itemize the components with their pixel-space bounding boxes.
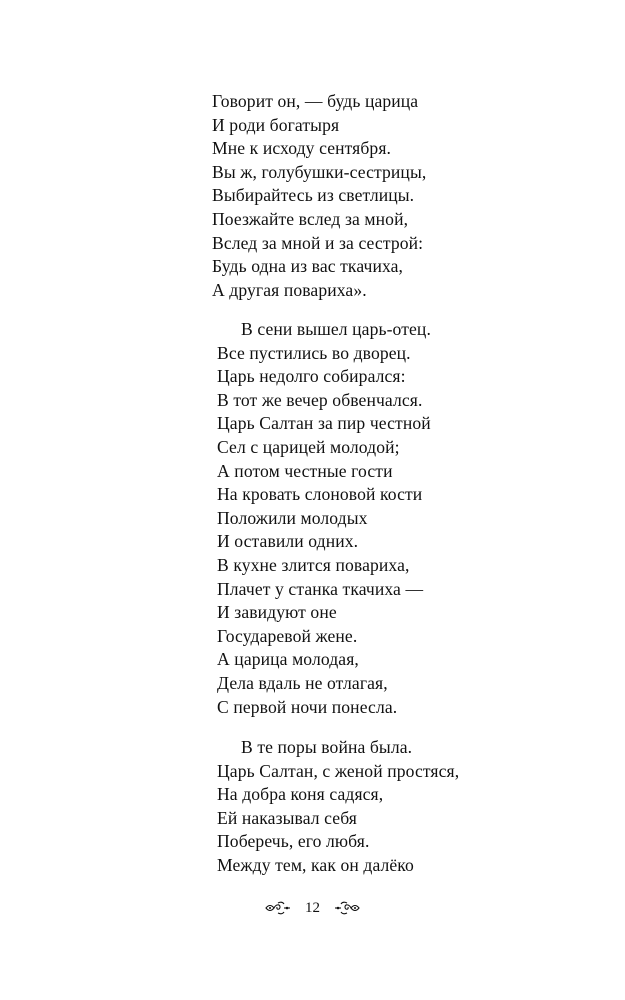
verse-line: На добра коня садяся, — [217, 784, 384, 805]
verse-line: И роди богатыря — [212, 114, 340, 135]
verse-line: Выбирайтесь из светлицы. — [212, 185, 415, 206]
verse-line: В сени вышел царь-отец. — [241, 319, 431, 339]
floral-ornament-icon — [334, 900, 360, 916]
verse-line: В тот же вечер обвенчался. — [217, 389, 423, 410]
verse-line: Поезжайте вслед за мной, — [212, 208, 409, 229]
verse-line: Дела вдаль не отлагая, — [217, 672, 388, 693]
floral-ornament-icon — [265, 900, 291, 916]
stanza-2 — [0, 318, 625, 719]
verse-line: Плачет у станка ткачиха — — [217, 578, 424, 599]
verse-line: Между тем, как он далёко — [217, 854, 414, 875]
stanza-1 — [0, 90, 625, 302]
page-number: 12 — [305, 899, 320, 916]
verse-line: Царь недолго собирался: — [217, 366, 406, 387]
verse-line: А потом честные гости — [217, 460, 393, 481]
verse-line: В те поры война была. — [241, 737, 413, 757]
verse-line: Поберечь, его любя. — [217, 831, 370, 852]
verse-line: Мне к исходу сентября. — [212, 138, 392, 159]
stanza-3 — [0, 736, 625, 878]
verse-line: Государевой жене. — [217, 625, 358, 646]
page-footer — [0, 897, 625, 919]
verse-line: И оставили одних. — [217, 531, 359, 552]
verse-line: Царь Салтан, с женой простяся, — [217, 760, 460, 781]
verse-line: Ей наказывал себя — [217, 807, 358, 828]
verse-line: С первой ночи понесла. — [217, 696, 398, 717]
verse-line: Вы ж, голубушки-сестрицы, — [212, 161, 427, 182]
verse-line: Царь Салтан за пир честной — [217, 413, 431, 434]
verse-line: Говорит он, — будь царица — [212, 91, 419, 111]
verse-line: Все пустились во дворец. — [217, 342, 411, 363]
verse-line: А царица молодая, — [217, 649, 359, 670]
verse-line: А другая повариха». — [212, 279, 367, 300]
verse-line: В кухне злится повариха, — [217, 554, 410, 575]
verse-line: Положили молодых — [217, 507, 368, 528]
verse-line: Сел с царицей молодой; — [217, 436, 400, 457]
verse-line: Будь одна из вас ткачиха, — [212, 256, 404, 277]
verse-line: Вслед за мной и за сестрой: — [212, 232, 424, 253]
verse-line: И завидуют оне — [217, 602, 337, 623]
verse-line: На кровать слоновой кости — [217, 484, 423, 505]
